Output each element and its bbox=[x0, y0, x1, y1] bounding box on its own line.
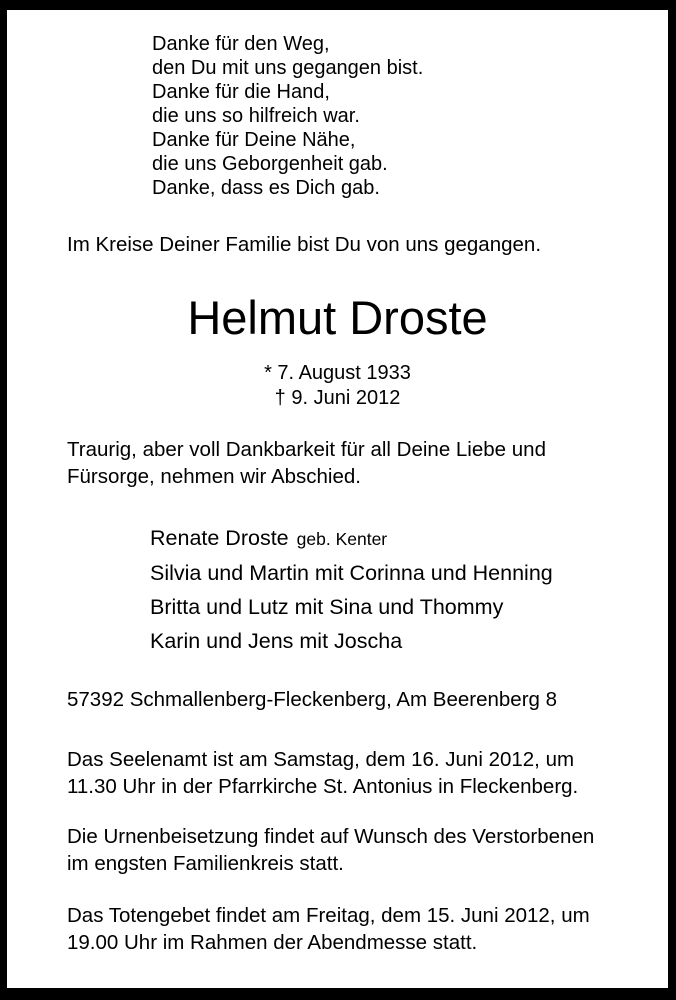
family-row bbox=[150, 521, 553, 556]
notice-card bbox=[7, 10, 668, 988]
farewell-line: Fürsorge, nehmen wir Abschied. bbox=[67, 465, 361, 488]
family-suffix: geb. Kenter bbox=[296, 529, 388, 549]
service-line: 11.30 Uhr in der Pfarrkirche St. Antonius in Fleckenberg. bbox=[67, 775, 579, 798]
family-main: Renate Droste bbox=[150, 526, 289, 550]
intro-line: Im Kreise Deiner Familie bist Du von uns gegangen. bbox=[67, 233, 542, 256]
burial-paragraph bbox=[67, 823, 594, 877]
poem-line: die uns so hilfreich war. bbox=[152, 105, 360, 127]
burial-line: Die Urnenbeisetzung findet auf Wunsch des Verstorbenen bbox=[67, 825, 595, 848]
prayer-line: 19.00 Uhr im Rahmen der Abendmesse statt. bbox=[67, 931, 478, 954]
prayer-line: Das Totengebet findet am Freitag, dem 15. Juni 2012, um bbox=[67, 904, 590, 927]
birth-date: * 7. August 1933 bbox=[264, 362, 411, 384]
life-dates bbox=[7, 361, 668, 411]
family-main: Karin und Jens mit Joscha bbox=[150, 629, 403, 653]
burial-line: im engsten Familienkreis statt. bbox=[67, 852, 344, 875]
poem-line: Danke für den Weg, bbox=[152, 33, 330, 55]
family-main: Britta und Lutz mit Sina und Thommy bbox=[150, 595, 504, 619]
poem-line: die uns Geborgenheit gab. bbox=[152, 153, 388, 175]
deceased-name: Helmut Droste bbox=[187, 291, 488, 344]
family-row bbox=[150, 590, 553, 624]
poem bbox=[152, 32, 423, 200]
family-main: Silvia und Martin mit Corinna und Henning bbox=[150, 561, 553, 585]
poem-line: den Du mit uns gegangen bist. bbox=[152, 57, 424, 79]
prayer-paragraph bbox=[67, 902, 590, 956]
poem-line: Danke für Deine Nähe, bbox=[152, 129, 356, 151]
service-line: Das Seelenamt ist am Samstag, dem 16. Juni 2012, um bbox=[67, 748, 575, 771]
poem-line: Danke, dass es Dich gab. bbox=[152, 177, 380, 199]
farewell-paragraph bbox=[67, 436, 546, 490]
address-line: 57392 Schmallenberg-Fleckenberg, Am Beerenberg 8 bbox=[67, 688, 558, 711]
family-list bbox=[150, 521, 553, 658]
family-row bbox=[150, 624, 553, 658]
farewell-line: Traurig, aber voll Dankbarkeit für all Deine Liebe und bbox=[67, 438, 546, 461]
poem-line: Danke für die Hand, bbox=[152, 81, 330, 103]
service-paragraph bbox=[67, 746, 578, 800]
death-date: † 9. Juni 2012 bbox=[274, 387, 401, 409]
family-row bbox=[150, 556, 553, 590]
